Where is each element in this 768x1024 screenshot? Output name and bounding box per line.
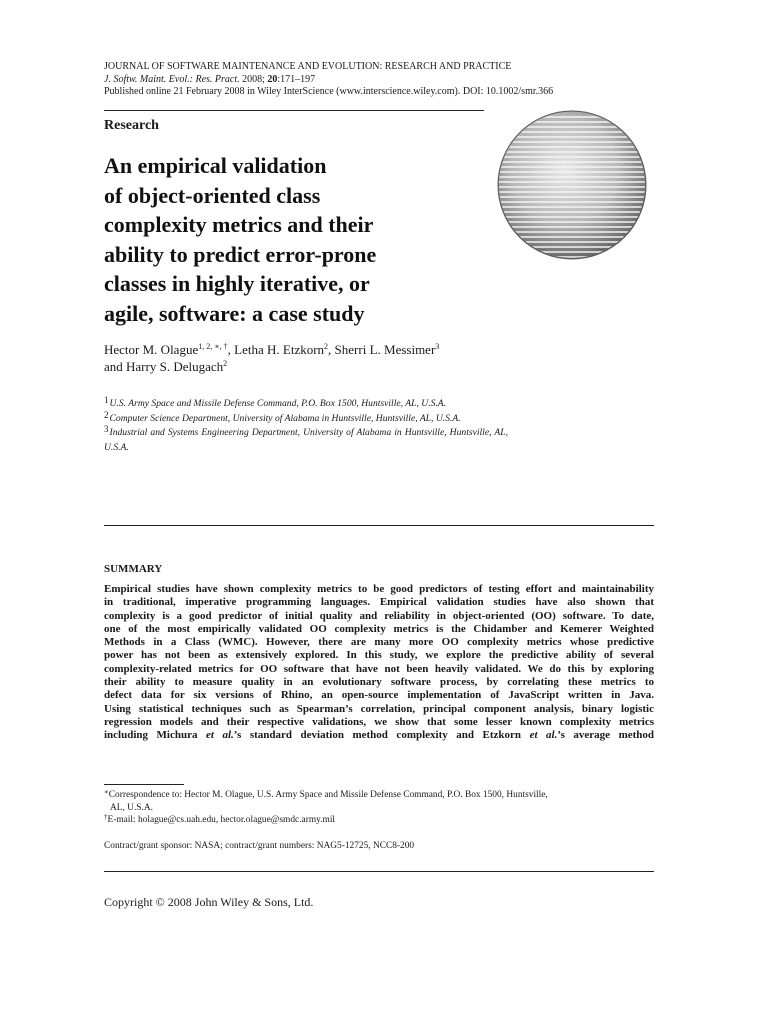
summary-line: Empirical studies have shown complexity metrics to be good predictors of testing effort and maintainability xyxy=(104,583,654,595)
section-label: Research xyxy=(104,118,159,133)
title-line: An empirical validation xyxy=(104,153,327,178)
journal-volume: 20 xyxy=(267,73,278,85)
header-rule xyxy=(104,110,484,111)
logo-stripe xyxy=(497,116,647,118)
logo-stripe xyxy=(497,211,647,213)
author-affil-marks: 2 xyxy=(223,359,228,368)
summary-text xyxy=(104,583,654,743)
summary-line: complexity-related metrics for OO software that have not been heavily validated. We do this by exploring xyxy=(104,662,654,675)
footer-rule xyxy=(104,871,654,872)
author-line: Hector M. Olague$^{1, 2, ∗, \dagger}$, Letha H. Etzkorn$^2$, Sherri L. Messimer$^3$ xyxy=(104,342,440,357)
logo-stripe xyxy=(497,146,647,148)
summary-line: one of the most empirically validated OO complexity metrics is the Chidamber and Kemerer Weighted xyxy=(104,622,654,635)
title-line: of object-oriented class xyxy=(104,182,321,208)
logo-stripe xyxy=(497,246,647,248)
logo-stripe xyxy=(497,201,647,203)
journal-year: 2008 xyxy=(242,73,263,85)
logo-stripe xyxy=(497,151,647,153)
logo-stripe xyxy=(497,241,647,243)
logo-stripe xyxy=(497,191,647,193)
author-list xyxy=(104,341,584,375)
footnotes xyxy=(104,789,654,827)
logo-stripe xyxy=(497,231,647,233)
journal-citation: J. Softw. Maint. Evol.: Res. Pract. 2008; 20:171–197 xyxy=(104,73,316,85)
title-line: classes in highly iterative, or xyxy=(104,271,370,296)
logo-stripe xyxy=(497,181,647,183)
author-affil-marks: 3 xyxy=(435,342,440,351)
logo-stripe xyxy=(497,171,647,173)
author-affil-marks: 2 xyxy=(324,342,329,351)
summary-line: Methods in a Class (WMC). However, there are many more OO complexity metrics whose predictive xyxy=(104,636,654,649)
logo-stripe xyxy=(497,141,647,143)
logo-stripe xyxy=(497,166,647,168)
author-name: Hector M. Olague xyxy=(104,342,199,357)
journal-abbrev: J. Softw. Maint. Evol.: Res. Pract. xyxy=(104,73,240,85)
contract-info: Contract/grant sponsor: NASA; contract/grant numbers: NAG5-12725, NCC8-200 xyxy=(104,841,415,851)
logo-stripe xyxy=(497,176,647,178)
article-title xyxy=(104,151,484,328)
logo-stripe xyxy=(497,226,647,228)
journal-pages: :171–197 xyxy=(277,73,316,85)
logo-stripe xyxy=(497,186,647,188)
logo-stripe xyxy=(497,126,647,128)
correspondence-footnote: ∗Correspondence to: Hector M. Olague, U.S. Army Space and Missile Defense Command, P.O. Box 1500, Huntsville, xyxy=(104,788,548,800)
title-line: complexity metrics and their xyxy=(104,212,374,237)
author-name: Letha H. Etzkorn xyxy=(234,342,325,357)
affiliations xyxy=(104,397,508,456)
author-line xyxy=(104,358,584,375)
logo-stripe xyxy=(497,206,647,208)
email-footnote: †E-mail: holague@cs.uah.edu, hector.olague@smdc.army.mil xyxy=(104,813,336,825)
journal-published: Published online 21 February 2008 in Wiley InterScience (www.interscience.wiley.com). DOI: 10.1002/smr.366 xyxy=(104,86,554,97)
title-line: agile, software: a case study xyxy=(104,300,365,326)
summary-line: in traditional, imperative programming languages. Empirical validation studies have also shown that xyxy=(104,596,654,609)
summary-line: complexity is a good predictor of initial quality and reliability in object-oriented (OO) software. To date, xyxy=(104,609,654,622)
summary-line: regression models and their respective validations, we show that some lesser known complexity metrics xyxy=(104,715,654,728)
logo-stripe xyxy=(497,196,647,198)
logo-stripe xyxy=(497,156,647,158)
author-name: Sherri L. Messimer xyxy=(334,342,436,357)
summary-line: their ability to measure quality in an evolutionary software process, by correlating these metrics to xyxy=(104,676,654,689)
affiliation: $^3$Industrial and Systems Engineering Department, University of Alabama in Huntsville, Huntsville, AL, U.S.A. xyxy=(104,424,508,454)
summary-line: Using statistical techniques such as Spearman’s correlation, principal component analysis, binary logistic xyxy=(104,702,654,715)
author-name: and Harry S. Delugach xyxy=(104,359,224,374)
summary-heading: SUMMARY xyxy=(104,563,163,575)
summary-line: defect data for six versions of Rhino, an open-source implementation of JavaScript written in Java. xyxy=(104,689,654,702)
logo-stripe xyxy=(497,251,647,253)
logo-stripe xyxy=(497,221,647,223)
logo-stripe xyxy=(497,136,647,138)
author-affil-marks: 1, 2, ∗, † xyxy=(198,342,228,351)
section-rule xyxy=(104,525,654,526)
logo-stripe xyxy=(497,121,647,123)
title-line: ability to predict error-prone xyxy=(104,241,377,267)
logo-stripe xyxy=(497,216,647,218)
copyright: Copyright © 2008 John Wiley & Sons, Ltd. xyxy=(104,895,314,909)
journal-globe-logo xyxy=(497,110,647,260)
affiliation: $^1$U.S. Army Space and Missile Defense Command, P.O. Box 1500, Huntsville, AL, U.S.A. xyxy=(104,395,447,409)
logo-stripe xyxy=(497,256,647,258)
footnote-rule xyxy=(104,784,184,785)
journal-header xyxy=(104,61,664,99)
summary-line: including Michura et al.’s standard deviation method complexity and Etzkorn et al.’s average method xyxy=(104,729,655,742)
correspondence-footnote-cont: AL, U.S.A. xyxy=(110,802,153,813)
affiliation: $^2$Computer Science Department, University of Alabama in Huntsville, Huntsville, AL, U.S.A. xyxy=(104,409,461,424)
summary-line: power has not been as extensively explored. In this study, we explore the predictive ability of several xyxy=(104,649,654,662)
journal-name: JOURNAL OF SOFTWARE MAINTENANCE AND EVOLUTION: RESEARCH AND PRACTICE xyxy=(104,61,512,72)
logo-stripe xyxy=(497,161,647,163)
